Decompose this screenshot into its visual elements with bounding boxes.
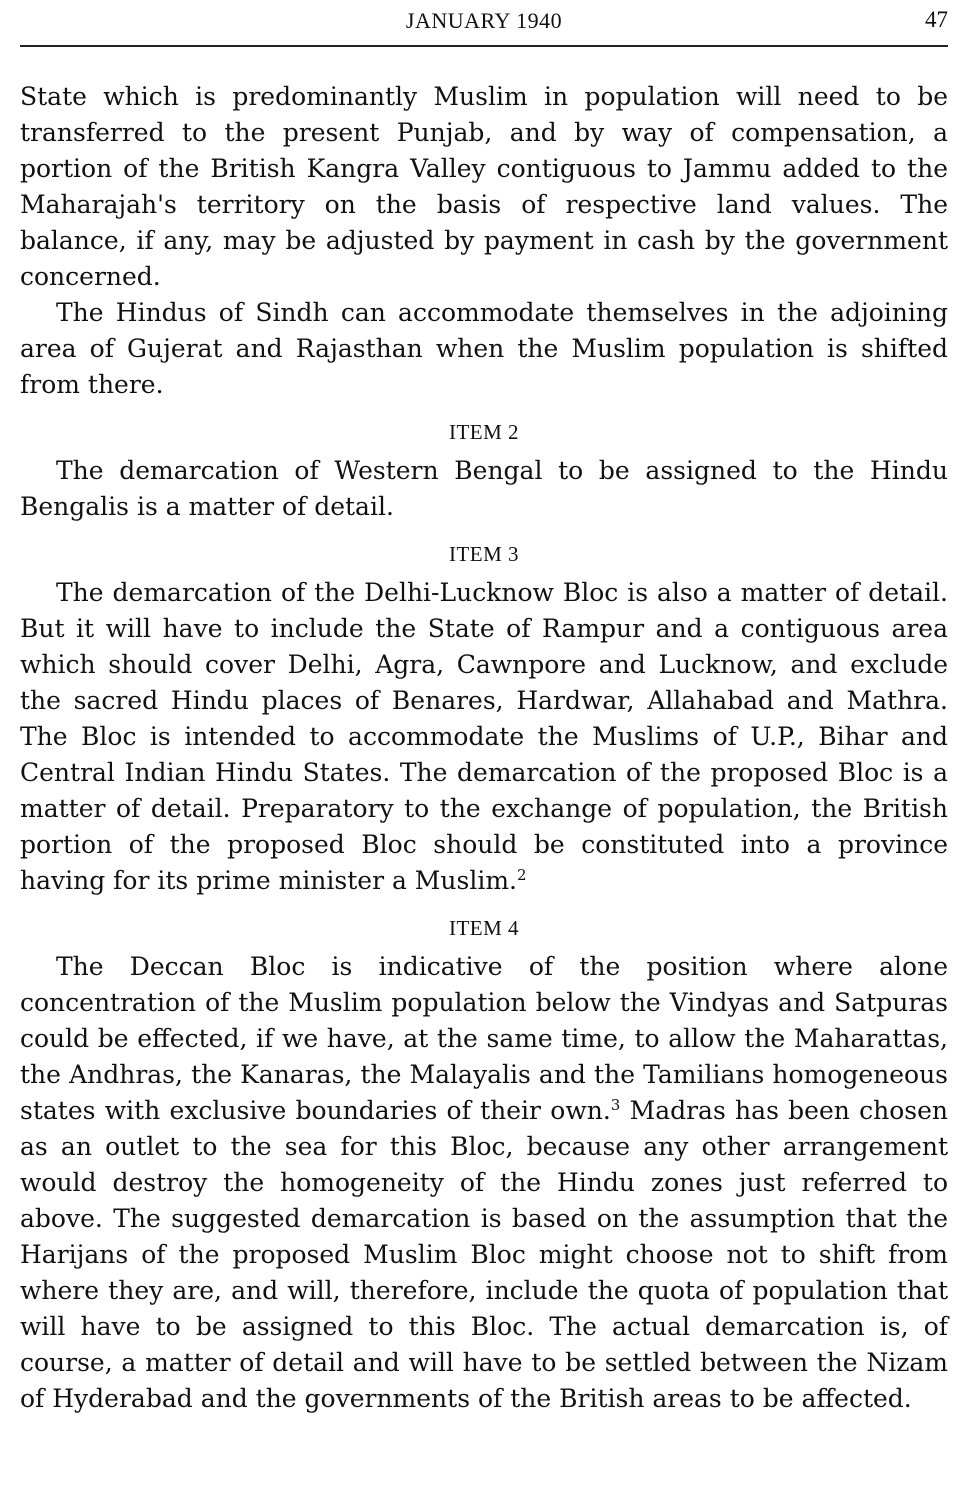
paragraph-sindh: The Hindus of Sindh can accommodate themselves in the adjoining area of Gujerat and Rajasthan when the Muslim population is shifted from there. bbox=[20, 298, 948, 399]
paragraph-deccan bbox=[20, 949, 948, 1417]
item-2-heading: ITEM 2 bbox=[448, 420, 520, 444]
running-title: JANUARY 1940 bbox=[405, 8, 563, 33]
footnote-marker-2: 2 bbox=[517, 866, 527, 884]
paragraph-continued: State which is predominantly Muslim in population will need to be transferred to the present Punjab, and by way of compensation, a portion of the British Kangra Valley contiguous to Jammu added to the Maharajah's territory on the basis of respective land values. The balance, if any, may be adjusted by payment in cash by the government concerned. bbox=[20, 82, 948, 291]
item-3-heading: ITEM 3 bbox=[448, 542, 520, 566]
paragraph-western-bengal: The demarcation of Western Bengal to be assigned to the Hindu Bengalis is a matter of detail. bbox=[20, 456, 948, 521]
paragraph-delhi-lucknow-text: The demarcation of the Delhi-Lucknow Bloc is also a matter of detail. But it will have to include the State of Rampur and a contiguous area which should cover Delhi, Agra, Cawnpore and Lucknow, and exclude the sacred Hindu places of Benares, Hardwar, Allahabad and Mathra. The Bloc is intended to accommodate the Muslims of U.P., Bihar and Central Indian Hindu States. The demarcation of the proposed Bloc is a matter of detail. Preparatory to the exchange of population, the British portion of the proposed Bloc should be constituted into a province having for its prime minister a Muslim. bbox=[20, 578, 948, 895]
paragraph-deccan-text-b: Madras has been chosen as an outlet to the sea for this Bloc, because any other arrangement would destroy the homogeneity of the Hindu zones just referred to above. The suggested demarcation is based on the assumption that the Harijans of the proposed Muslim Bloc might choose not to shift from where they are, and will, therefore, include the quota of population that will have to be assigned to this Bloc. The actual demarcation is, of course, a matter of detail and will have to be settled between the Nizam of Hyderabad and the governments of the British areas to be affected. bbox=[20, 1096, 949, 1413]
running-head bbox=[20, 0, 948, 46]
paragraph-delhi-lucknow bbox=[20, 575, 948, 899]
page-number: 47 bbox=[925, 7, 948, 32]
footnote-marker-3: 3 bbox=[610, 1096, 621, 1114]
header-rule bbox=[20, 45, 948, 47]
body-text bbox=[20, 79, 948, 1417]
paragraph-deccan-text-a: The Deccan Bloc is indicative of the position where alone concentration of the Muslim population below the Vindyas and Satpuras could be effected, if we have, at the same time, to allow the Maharattas, the Andhras, the Kanaras, the Malayalis and the Tamilians homogeneous states with exclusive boundaries of their own. bbox=[20, 952, 948, 1125]
item-4-heading: ITEM 4 bbox=[448, 916, 520, 940]
